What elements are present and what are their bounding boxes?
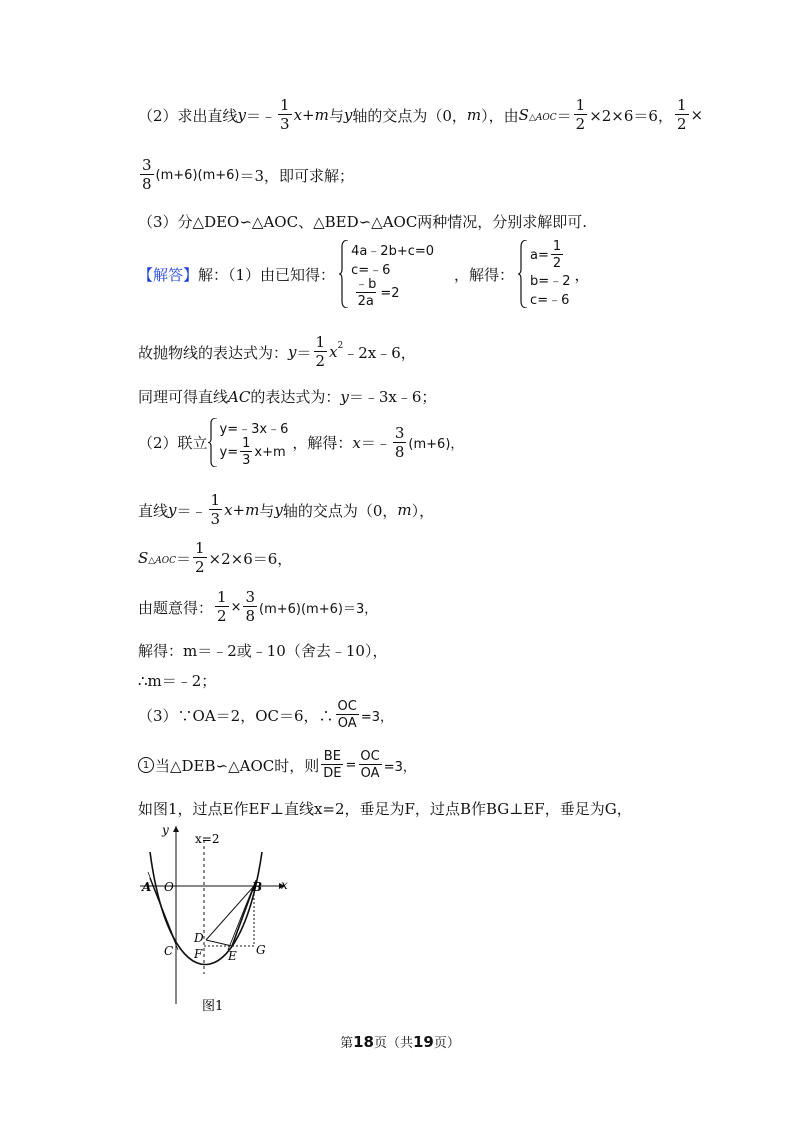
text: ＝ — [556, 106, 572, 125]
text: ∴m＝﹣2； — [138, 672, 217, 690]
line-therefore-m — [138, 670, 216, 691]
line-part2-hint — [138, 98, 703, 132]
line-case1 — [138, 750, 416, 780]
line-intercept — [138, 493, 434, 527]
var-y: y — [288, 343, 297, 361]
line-answer-1 — [138, 240, 589, 308]
page-footer — [0, 1032, 800, 1051]
circled-number: 1 — [138, 757, 154, 773]
line-area — [138, 541, 292, 575]
fraction: $\frac{BE}{DE}$ — [323, 749, 342, 781]
var-y: y — [343, 106, 353, 124]
text: = — [345, 757, 357, 773]
page-number: 18 — [353, 1033, 374, 1051]
label-O: O — [164, 880, 174, 894]
fraction: $\frac{3}{8}$ — [394, 423, 405, 461]
var-AC: AC — [228, 387, 251, 406]
var-x: x — [329, 343, 338, 361]
label-x: x — [281, 878, 288, 892]
var-y: y — [274, 501, 283, 519]
text: ＝﹣ — [176, 501, 207, 520]
label-C: C — [164, 944, 174, 958]
expr: (m+6)(m+6) — [155, 167, 240, 183]
equation-system — [339, 240, 434, 308]
label-D: D — [194, 931, 204, 945]
text: ×2×6＝6， — [208, 549, 293, 568]
text: ＝ — [175, 549, 191, 568]
equation-row: c=﹣6 — [351, 263, 391, 278]
text: 的表达式为： — [250, 388, 341, 406]
line-part3-hint — [138, 211, 587, 232]
label-y: y — [162, 823, 169, 837]
text: =3， — [360, 709, 394, 725]
label-G: G — [256, 943, 266, 957]
fraction: $\frac{3}{8}$ — [142, 156, 152, 193]
text: 解得：m＝﹣2或﹣10（舍去﹣10）， — [138, 642, 388, 660]
expr: (m+6)(m+6)＝3， — [259, 601, 378, 617]
text: （2）联立 — [138, 434, 208, 452]
brace-icon — [208, 418, 218, 467]
label-B: B — [252, 880, 263, 894]
var-m: m — [466, 106, 482, 124]
page-total: 19 — [413, 1033, 434, 1051]
text: 页） — [433, 1036, 460, 1051]
y-axis-arrow-icon — [173, 826, 179, 832]
text: （3）∵OA＝2，OC＝6，∴ — [138, 706, 334, 725]
var-y: y — [340, 387, 349, 406]
text: （2）求出直线 — [138, 106, 238, 125]
text: × — [690, 106, 704, 124]
fraction: $\frac{1}{3}$ — [210, 491, 221, 528]
text: 第 — [340, 1036, 354, 1051]
label-E: E — [228, 949, 237, 963]
equation-row: a= $\frac{1}{2}$ — [530, 239, 562, 271]
line-parabola-expr — [138, 335, 416, 369]
text: 当△DEB∽△AOC时，则 — [155, 756, 320, 775]
text: ），由 — [481, 106, 519, 125]
line-solve-m — [138, 640, 387, 661]
text: ×2×6＝6， — [589, 106, 673, 125]
var-y: y — [237, 106, 247, 124]
text: 由题意得： — [138, 598, 214, 617]
subscript: △AOC — [528, 113, 557, 123]
label-F: F — [194, 947, 203, 961]
fraction: $\frac{1}{3}$ — [280, 96, 290, 133]
var-x: x — [352, 433, 361, 452]
text: 页（共 — [373, 1036, 413, 1051]
brace-icon — [518, 240, 528, 308]
text: 与 — [328, 106, 344, 125]
fraction: $\frac{OC}{OA}$ — [360, 749, 380, 781]
text: ，解得： — [454, 265, 515, 284]
fraction: $\frac{1}{2}$ — [315, 333, 326, 370]
text: ﹣2x﹣6， — [343, 343, 416, 362]
equation-row: 4a﹣2b+c=0 — [351, 244, 435, 259]
text: 解：（1）由已知得： — [198, 265, 336, 284]
fraction: $\frac{1}{2}$ — [194, 539, 205, 576]
text: 轴的交点为（0， — [282, 501, 398, 520]
label-A: A — [142, 880, 152, 894]
brace-icon — [339, 240, 349, 308]
answer-tag: 【解答】 — [138, 265, 199, 284]
equation-system — [208, 418, 289, 467]
solution-system — [518, 240, 570, 308]
figure-caption: 图1 — [202, 999, 224, 1014]
fraction: $\frac{1}{2}$ — [676, 96, 687, 133]
expr: x+m — [293, 106, 329, 124]
text: ）， — [411, 501, 435, 520]
text: 轴的交点为（0， — [352, 106, 467, 125]
fraction: $\frac{3}{8}$ — [245, 588, 256, 625]
text: ＝﹣ — [360, 434, 391, 452]
fraction: $\frac{1}{2}$ — [217, 588, 227, 625]
text: ， — [574, 265, 590, 284]
label-x-equals-2: x=2 — [195, 832, 220, 846]
text: （3）分△DEO∽△AOC、△BED∽△AOC两种情况，分别求解即可. — [138, 213, 588, 231]
fraction: $\frac{OC}{OA}$ — [337, 699, 357, 731]
figure-1 — [140, 822, 310, 1022]
fraction: $\frac{1}{2}$ — [575, 96, 586, 133]
segment-eb — [232, 886, 254, 946]
text: 同理可得直线 — [138, 388, 229, 406]
text: ，解得： — [292, 434, 353, 452]
line-ac-expr — [138, 386, 436, 407]
segment-de — [206, 940, 232, 946]
text: ＝﹣ — [246, 106, 277, 125]
text: ＝﹣3x﹣6； — [348, 388, 437, 406]
var-y: y — [168, 501, 177, 519]
subscript: △AOC — [148, 556, 176, 566]
line-condition — [138, 590, 377, 624]
var-S: S — [138, 549, 149, 567]
equation-row: y=﹣3x﹣6 — [219, 422, 289, 437]
equation-row: y= $\frac{1}{3}$ x+m — [219, 436, 286, 468]
var-m: m — [397, 501, 412, 519]
text: 如图1，过点E作EF⊥直线x=2，垂足为F，过点B作BG⊥EF，垂足为G， — [138, 800, 632, 818]
equation-row: b=﹣2 — [530, 274, 571, 289]
text: =3， — [383, 759, 416, 775]
var-S: S — [518, 106, 529, 124]
text: 直线 — [138, 501, 169, 520]
equation-row: c=﹣6 — [530, 293, 570, 308]
text: 故抛物线的表达式为： — [138, 343, 289, 362]
superscript: 2 — [337, 341, 344, 351]
text: 与 — [259, 501, 275, 520]
segment-db — [206, 886, 254, 940]
line-part3-ratio — [138, 700, 393, 730]
expr: x+m — [224, 501, 260, 519]
line-fig1-desc — [138, 798, 632, 819]
equation-row: $\frac{﹣b}{2a}$ =2 — [355, 277, 400, 309]
line-part2-system — [138, 418, 463, 467]
expr: (m+6)， — [408, 437, 464, 452]
text: × — [230, 599, 242, 615]
text: ＝ — [296, 343, 312, 362]
text: ＝3，即可求解； — [239, 166, 355, 185]
line-part2-hint-cont — [138, 158, 354, 192]
